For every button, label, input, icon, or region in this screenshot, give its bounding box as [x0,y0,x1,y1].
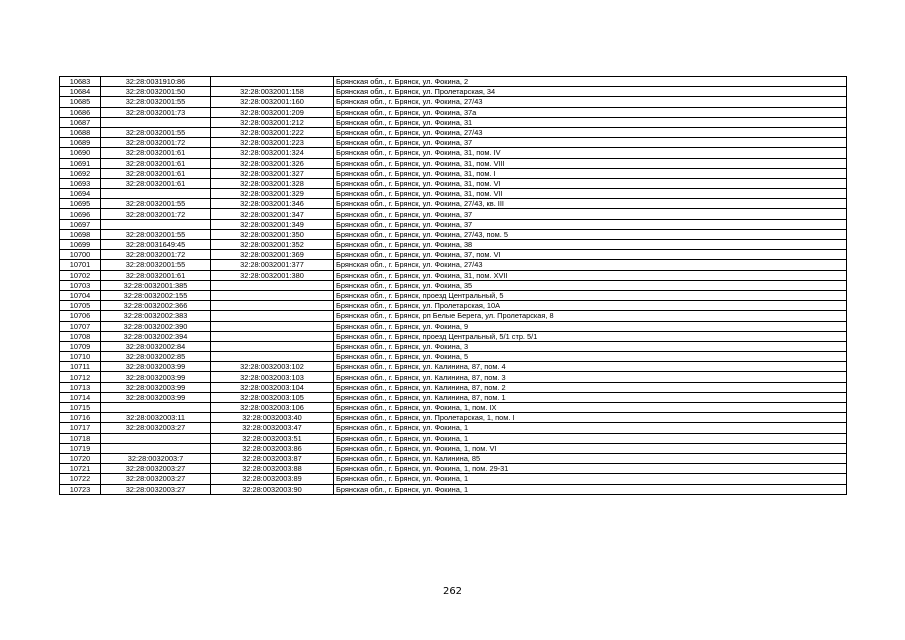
row-number-cell: 10713 [60,382,101,392]
parcel-number-cell: 32:28:0032001:55 [101,229,211,239]
table-row [60,77,847,87]
address-cell: Брянская обл., г. Брянск, ул. Фокина, 31, пом. VIII [334,158,847,168]
object-number-cell: 32:28:0032001:212 [211,117,334,127]
table-row [60,260,847,270]
object-number-cell: 32:28:0032003:106 [211,403,334,413]
table-row [60,331,847,341]
object-number-cell: 32:28:0032003:90 [211,484,334,494]
address-cell: Брянская обл., г. Брянск, ул. Фокина, 27/43 [334,127,847,137]
table-row [60,413,847,423]
table-row [60,87,847,97]
table-row [60,270,847,280]
row-number-cell: 10684 [60,87,101,97]
table-row [60,117,847,127]
row-number-cell: 10707 [60,321,101,331]
parcel-number-cell: 32:28:0032003:27 [101,484,211,494]
parcel-number-cell: 32:28:0032001:55 [101,260,211,270]
parcel-number-cell: 32:28:0032001:61 [101,270,211,280]
row-number-cell: 10698 [60,229,101,239]
parcel-number-cell: 32:28:0031910:86 [101,77,211,87]
parcel-number-cell: 32:28:0032001:50 [101,87,211,97]
object-number-cell [211,331,334,341]
object-number-cell: 32:28:0032001:160 [211,97,334,107]
object-number-cell: 32:28:0032003:88 [211,464,334,474]
parcel-number-cell: 32:28:0032003:99 [101,382,211,392]
row-number-cell: 10688 [60,127,101,137]
row-number-cell: 10709 [60,341,101,351]
table-row [60,97,847,107]
address-cell: Брянская обл., г. Брянск, ул. Фокина, 27/43 [334,260,847,270]
row-number-cell: 10723 [60,484,101,494]
address-cell: Брянская обл., г. Брянск, ул. Фокина, 31, пом. I [334,168,847,178]
address-cell: Брянская обл., г. Брянск, ул. Фокина, 5 [334,352,847,362]
address-cell: Брянская обл., г. Брянск, ул. Фокина, 1 [334,474,847,484]
address-cell: Брянская обл., г. Брянск, ул. Фокина, 37 [334,219,847,229]
table-row [60,158,847,168]
address-cell: Брянская обл., г. Брянск, ул. Калинина, 87, пом. 4 [334,362,847,372]
parcel-number-cell: 32:28:0032003:7 [101,453,211,463]
object-number-cell: 32:28:0032003:40 [211,413,334,423]
table-row [60,311,847,321]
row-number-cell: 10697 [60,219,101,229]
table-row [60,280,847,290]
table-row [60,138,847,148]
table-row [60,352,847,362]
table-row [60,209,847,219]
object-number-cell: 32:28:0032003:102 [211,362,334,372]
row-number-cell: 10691 [60,158,101,168]
object-number-cell [211,311,334,321]
object-number-cell [211,352,334,362]
address-cell: Брянская обл., г. Брянск, ул. Фокина, 37 [334,209,847,219]
row-number-cell: 10722 [60,474,101,484]
row-number-cell: 10694 [60,189,101,199]
address-cell: Брянская обл., г. Брянск, ул. Фокина, 1 [334,484,847,494]
object-number-cell: 32:28:0032001:347 [211,209,334,219]
parcel-number-cell: 32:28:0032001:72 [101,250,211,260]
address-cell: Брянская обл., г. Брянск, ул. Фокина, 31, пом. XVII [334,270,847,280]
row-number-cell: 10711 [60,362,101,372]
object-number-cell: 32:28:0032003:47 [211,423,334,433]
address-cell: Брянская обл., г. Брянск, ул. Фокина, 37, пом. VI [334,250,847,260]
address-cell: Брянская обл., г. Брянск, ул. Фокина, 27/43, кв. III [334,199,847,209]
object-number-cell: 32:28:0032001:328 [211,178,334,188]
address-cell: Брянская обл., г. Брянск, ул. Фокина, 9 [334,321,847,331]
address-cell: Брянская обл., г. Брянск, ул. Фокина, 31, пом. IV [334,148,847,158]
table-row [60,219,847,229]
row-number-cell: 10715 [60,403,101,413]
object-number-cell: 32:28:0032001:326 [211,158,334,168]
address-cell: Брянская обл., г. Брянск, ул. Фокина, 38 [334,240,847,250]
table-row [60,290,847,300]
table-row [60,148,847,158]
row-number-cell: 10705 [60,301,101,311]
parcel-number-cell [101,189,211,199]
object-number-cell: 32:28:0032003:103 [211,372,334,382]
address-cell: Брянская обл., г. Брянск, рп Белые Берега, ул. Пролетарская, 8 [334,311,847,321]
row-number-cell: 10720 [60,453,101,463]
table-row [60,240,847,250]
object-number-cell: 32:28:0032001:352 [211,240,334,250]
parcel-number-cell: 32:28:0032003:99 [101,392,211,402]
address-cell: Брянская обл., г. Брянск, ул. Калинина, 87, пом. 1 [334,392,847,402]
row-number-cell: 10710 [60,352,101,362]
address-cell: Брянская обл., г. Брянск, ул. Фокина, 1 [334,423,847,433]
table-row [60,403,847,413]
row-number-cell: 10683 [60,77,101,87]
table-row [60,433,847,443]
object-number-cell [211,301,334,311]
parcel-number-cell: 32:28:0032003:99 [101,372,211,382]
address-cell: Брянская обл., г. Брянск, ул. Фокина, 31, пом. VII [334,189,847,199]
object-number-cell: 32:28:0032001:329 [211,189,334,199]
row-number-cell: 10714 [60,392,101,402]
object-number-cell: 32:28:0032003:89 [211,474,334,484]
parcel-number-cell: 32:28:0032001:61 [101,178,211,188]
row-number-cell: 10700 [60,250,101,260]
object-number-cell: 32:28:0032003:86 [211,443,334,453]
row-number-cell: 10703 [60,280,101,290]
parcel-number-cell [101,443,211,453]
parcel-number-cell: 32:28:0032003:27 [101,474,211,484]
parcel-number-cell: 32:28:0031649:45 [101,240,211,250]
parcel-number-cell: 32:28:0032003:11 [101,413,211,423]
address-cell: Брянская обл., г. Брянск, ул. Пролетарская, 34 [334,87,847,97]
row-number-cell: 10685 [60,97,101,107]
row-number-cell: 10719 [60,443,101,453]
parcel-number-cell: 32:28:0032001:385 [101,280,211,290]
parcel-number-cell: 32:28:0032003:27 [101,423,211,433]
parcel-number-cell: 32:28:0032001:61 [101,168,211,178]
parcel-number-cell [101,219,211,229]
parcel-number-cell: 32:28:0032002:383 [101,311,211,321]
table-body [60,77,847,495]
row-number-cell: 10690 [60,148,101,158]
object-number-cell: 32:28:0032001:327 [211,168,334,178]
address-cell: Брянская обл., г. Брянск, ул. Фокина, 1, пом. IX [334,403,847,413]
object-number-cell [211,290,334,300]
object-number-cell: 32:28:0032001:158 [211,87,334,97]
parcel-number-cell [101,117,211,127]
object-number-cell: 32:28:0032001:369 [211,250,334,260]
object-number-cell: 32:28:0032001:209 [211,107,334,117]
table-row [60,229,847,239]
row-number-cell: 10718 [60,433,101,443]
parcel-number-cell: 32:28:0032001:55 [101,199,211,209]
object-number-cell: 32:28:0032001:377 [211,260,334,270]
row-number-cell: 10701 [60,260,101,270]
object-number-cell: 32:28:0032003:87 [211,453,334,463]
parcel-number-cell: 32:28:0032003:27 [101,464,211,474]
table-row [60,321,847,331]
parcel-number-cell: 32:28:0032002:155 [101,290,211,300]
row-number-cell: 10708 [60,331,101,341]
object-number-cell: 32:28:0032001:324 [211,148,334,158]
address-cell: Брянская обл., г. Брянск, ул. Фокина, 3 [334,341,847,351]
row-number-cell: 10712 [60,372,101,382]
address-cell: Брянская обл., г. Брянск, ул. Фокина, 27/43 [334,97,847,107]
parcel-number-cell: 32:28:0032002:394 [101,331,211,341]
address-cell: Брянская обл., г. Брянск, проезд Центральный, 5 [334,290,847,300]
object-number-cell [211,321,334,331]
page-number: 262 [442,586,463,597]
parcel-number-cell: 32:28:0032001:73 [101,107,211,117]
object-number-cell: 32:28:0032003:51 [211,433,334,443]
parcel-number-cell [101,433,211,443]
parcel-number-cell: 32:28:0032001:61 [101,158,211,168]
address-cell: Брянская обл., г. Брянск, ул. Фокина, 1, пом. 29-31 [334,464,847,474]
address-cell: Брянская обл., г. Брянск, ул. Фокина, 37а [334,107,847,117]
table-row [60,382,847,392]
object-number-cell [211,341,334,351]
row-number-cell: 10721 [60,464,101,474]
row-number-cell: 10716 [60,413,101,423]
parcel-number-cell: 32:28:0032002:390 [101,321,211,331]
parcel-number-cell: 32:28:0032002:84 [101,341,211,351]
address-cell: Брянская обл., г. Брянск, ул. Калинина, 87, пом. 3 [334,372,847,382]
table-row [60,484,847,494]
address-cell: Брянская обл., г. Брянск, ул. Фокина, 37 [334,138,847,148]
object-number-cell: 32:28:0032001:380 [211,270,334,280]
object-number-cell: 32:28:0032001:349 [211,219,334,229]
address-cell: Брянская обл., г. Брянск, ул. Калинина, 85 [334,453,847,463]
cadastral-table [59,76,847,495]
row-number-cell: 10699 [60,240,101,250]
table-row [60,372,847,382]
table-row [60,127,847,137]
object-number-cell: 32:28:0032003:105 [211,392,334,402]
table-row [60,474,847,484]
parcel-number-cell: 32:28:0032001:61 [101,148,211,158]
parcel-number-cell: 32:28:0032001:55 [101,127,211,137]
parcel-number-cell: 32:28:0032001:72 [101,138,211,148]
table-row [60,178,847,188]
row-number-cell: 10686 [60,107,101,117]
address-cell: Брянская обл., г. Брянск, ул. Фокина, 27/43, пом. 5 [334,229,847,239]
parcel-number-cell: 32:28:0032002:85 [101,352,211,362]
address-cell: Брянская обл., г. Брянск, ул. Фокина, 1 [334,433,847,443]
address-cell: Брянская обл., г. Брянск, ул. Фокина, 1, пом. VI [334,443,847,453]
object-number-cell [211,280,334,290]
row-number-cell: 10687 [60,117,101,127]
table-row [60,189,847,199]
object-number-cell [211,77,334,87]
row-number-cell: 10695 [60,199,101,209]
parcel-number-cell [101,403,211,413]
row-number-cell: 10702 [60,270,101,280]
table-row [60,168,847,178]
address-cell: Брянская обл., г. Брянск, ул. Пролетарская, 10А [334,301,847,311]
object-number-cell: 32:28:0032001:350 [211,229,334,239]
table-row [60,464,847,474]
object-number-cell: 32:28:0032001:346 [211,199,334,209]
table-row [60,392,847,402]
address-cell: Брянская обл., г. Брянск, ул. Фокина, 31 [334,117,847,127]
row-number-cell: 10706 [60,311,101,321]
row-number-cell: 10689 [60,138,101,148]
row-number-cell: 10717 [60,423,101,433]
parcel-number-cell: 32:28:0032001:72 [101,209,211,219]
table-row [60,199,847,209]
address-cell: Брянская обл., г. Брянск, ул. Калинина, 87, пом. 2 [334,382,847,392]
table-row [60,453,847,463]
address-cell: Брянская обл., г. Брянск, ул. Фокина, 31, пом. VI [334,178,847,188]
table-row [60,250,847,260]
address-cell: Брянская обл., г. Брянск, ул. Фокина, 2 [334,77,847,87]
object-number-cell: 32:28:0032003:104 [211,382,334,392]
row-number-cell: 10693 [60,178,101,188]
table-row [60,107,847,117]
object-number-cell: 32:28:0032001:222 [211,127,334,137]
object-number-cell: 32:28:0032001:223 [211,138,334,148]
table-row [60,362,847,372]
table-row [60,301,847,311]
row-number-cell: 10704 [60,290,101,300]
table-row [60,443,847,453]
address-cell: Брянская обл., г. Брянск, ул. Фокина, 35 [334,280,847,290]
parcel-number-cell: 32:28:0032003:99 [101,362,211,372]
table-row [60,341,847,351]
row-number-cell: 10692 [60,168,101,178]
parcel-number-cell: 32:28:0032002:366 [101,301,211,311]
row-number-cell: 10696 [60,209,101,219]
parcel-number-cell: 32:28:0032001:55 [101,97,211,107]
address-cell: Брянская обл., г. Брянск, ул. Пролетарская, 1, пом. I [334,413,847,423]
table-row [60,423,847,433]
address-cell: Брянская обл., г. Брянск, проезд Центральный, 5/1 стр. 5/1 [334,331,847,341]
